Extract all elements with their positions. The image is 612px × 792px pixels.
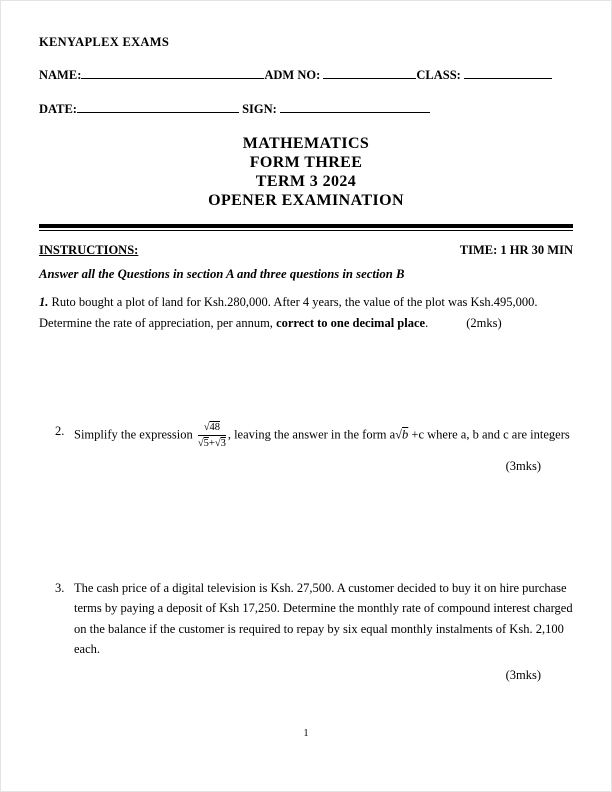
- question-2-end-text: +c where a, b and c are integers: [408, 427, 570, 442]
- radical-sign: √: [197, 438, 204, 450]
- instructions-label: INSTRUCTIONS:: [39, 243, 139, 257]
- class-blank: [464, 66, 552, 79]
- b-radicand: b: [402, 427, 409, 442]
- class-label: CLASS:: [416, 68, 461, 82]
- instructions-row: [39, 243, 573, 258]
- denominator-second-radicand: 3: [220, 438, 226, 450]
- title-form: FORM THREE: [249, 154, 363, 171]
- exam-title-block: [39, 134, 573, 210]
- question-3-row: [55, 578, 573, 661]
- question-2-number: 2.: [55, 424, 65, 439]
- question-2-row: [55, 421, 573, 450]
- question-1-text: Ruto bought a plot of land for Ksh.280,000. After 4 years, the value of the plot was Ksh.495,000. Determine the rate of appreciation, per annum,: [39, 295, 538, 330]
- question-2-pre-text: Simplify the expression: [74, 427, 196, 442]
- question-1-bold-text: correct to one decimal place: [276, 315, 426, 330]
- adm-blank: [323, 66, 416, 79]
- date-blank: [77, 100, 239, 113]
- question-1-period: .: [425, 315, 429, 330]
- radical-sign: √: [214, 438, 221, 450]
- question-2: [39, 421, 573, 473]
- question-2-text: [74, 421, 573, 450]
- question-3: [39, 578, 573, 684]
- fraction-numerator: [198, 421, 226, 436]
- title-exam-type: OPENER EXAMINATION: [208, 192, 404, 209]
- divider-thin-rule: [39, 230, 573, 231]
- sign-blank: [280, 100, 430, 113]
- title-subject: MATHEMATICS: [242, 135, 370, 152]
- adm-label: ADM NO:: [264, 68, 321, 82]
- name-label: NAME:: [39, 68, 82, 82]
- title-term: TERM 3 2024: [255, 173, 357, 190]
- instructions-note: Answer all the Questions in section A and three questions in section B: [39, 267, 405, 281]
- page-number: 1: [303, 728, 309, 739]
- question-1-marks: (2mks): [466, 315, 502, 330]
- question-2-mid-text: , leaving the answer in the form a: [227, 427, 396, 442]
- question-1-number: 1.: [39, 295, 49, 309]
- question-3-marks: (3mks): [505, 668, 541, 682]
- radical-sign: √: [203, 422, 210, 434]
- fraction-denominator: [198, 436, 226, 450]
- name-line: [39, 66, 573, 83]
- school-name: KENYAPLEX EXAMS: [39, 35, 170, 49]
- thick-thin-divider: [39, 224, 573, 231]
- question-3-text: The cash price of a digital television is Ksh. 27,500. A customer decided to buy it on hire purchase terms by paying a deposit of Ksh 17,250. Determine the monthly rate of compound interest charged on the balance if the customer is required to repay by six equal monthly instalments of Ksh. 2,100 each.: [74, 580, 573, 657]
- question-3-number: 3.: [55, 580, 65, 595]
- question-1: [39, 292, 573, 333]
- date-label: DATE:: [39, 102, 77, 116]
- question-2-marks: (3mks): [505, 458, 541, 473]
- time-allowed: TIME: 1 HR 30 MIN: [459, 243, 573, 257]
- plus-sign: +: [208, 438, 215, 450]
- sign-label: SIGN:: [242, 102, 277, 116]
- name-blank: [81, 66, 264, 79]
- divider-thick-rule: [39, 224, 573, 228]
- denominator-first-radicand: 5: [203, 438, 209, 450]
- date-line: [39, 100, 573, 117]
- numerator-radicand: 48: [209, 422, 220, 434]
- fraction-expression: [198, 421, 226, 450]
- radical-sign: √: [395, 427, 403, 442]
